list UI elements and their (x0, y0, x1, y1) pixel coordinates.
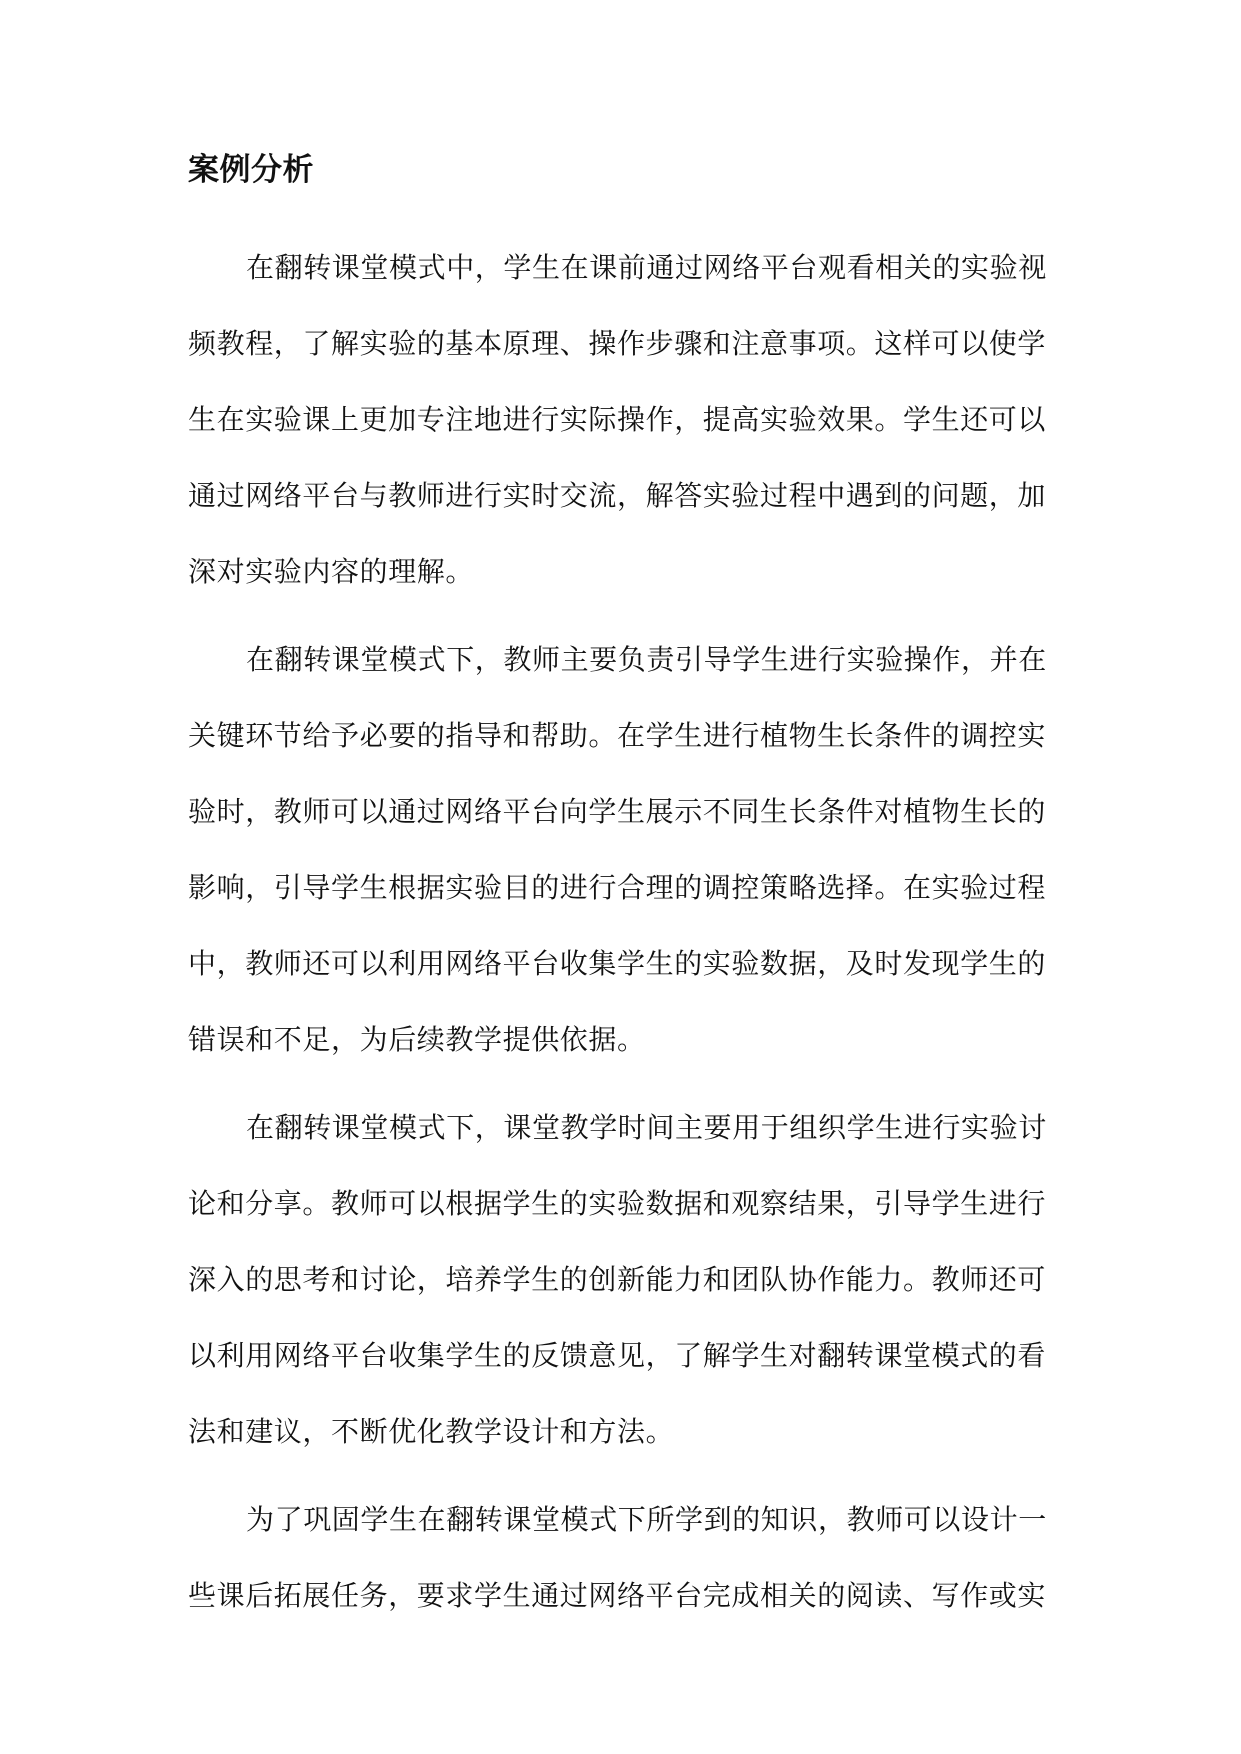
paragraph-line: 通过网络平台与教师进行实时交流，解答实验过程中遇到的问题，加 (188, 479, 1047, 512)
paragraph-line: 些课后拓展任务，要求学生通过网络平台完成相关的阅读、写作或实 (188, 1579, 1047, 1612)
paragraph-2 (188, 622, 1058, 1078)
paragraph-line: 在翻转课堂模式中，学生在课前通过网络平台观看相关的实验视 (246, 251, 1047, 284)
paragraph-line: 错误和不足，为后续教学提供依据。 (188, 1023, 646, 1056)
body-text (188, 230, 1058, 1646)
paragraph-3 (188, 1090, 1058, 1470)
paragraph-line: 验时，教师可以通过网络平台向学生展示不同生长条件对植物生长的 (188, 795, 1047, 828)
paragraph-line: 在翻转课堂模式下，教师主要负责引导学生进行实验操作，并在 (246, 643, 1047, 676)
paragraph-1 (188, 230, 1058, 610)
paragraph-line: 影响，引导学生根据实验目的进行合理的调控策略选择。在实验过程 (188, 871, 1047, 904)
paragraph-line: 深入的思考和讨论，培养学生的创新能力和团队协作能力。教师还可 (188, 1263, 1047, 1296)
paragraph-line: 论和分享。教师可以根据学生的实验数据和观察结果，引导学生进行 (188, 1187, 1047, 1220)
paragraph-line: 在翻转课堂模式下，课堂教学时间主要用于组织学生进行实验讨 (246, 1111, 1047, 1144)
paragraph-line: 关键环节给予必要的指导和帮助。在学生进行植物生长条件的调控实 (188, 719, 1047, 752)
paragraph-line: 频教程，了解实验的基本原理、操作步骤和注意事项。这样可以使学 (188, 327, 1047, 360)
paragraph-line: 为了巩固学生在翻转课堂模式下所学到的知识，教师可以设计一 (246, 1503, 1047, 1536)
paragraph-line: 深对实验内容的理解。 (188, 555, 475, 588)
section-heading: 案例分析 (188, 152, 314, 188)
paragraph-4 (188, 1482, 1058, 1634)
paragraph-line: 法和建议，不断优化教学设计和方法。 (188, 1415, 675, 1448)
paragraph-line: 中，教师还可以利用网络平台收集学生的实验数据，及时发现学生的 (188, 947, 1047, 980)
paragraph-line: 以利用网络平台收集学生的反馈意见，了解学生对翻转课堂模式的看 (188, 1339, 1047, 1372)
paragraph-line: 生在实验课上更加专注地进行实际操作，提高实验效果。学生还可以 (188, 403, 1047, 436)
